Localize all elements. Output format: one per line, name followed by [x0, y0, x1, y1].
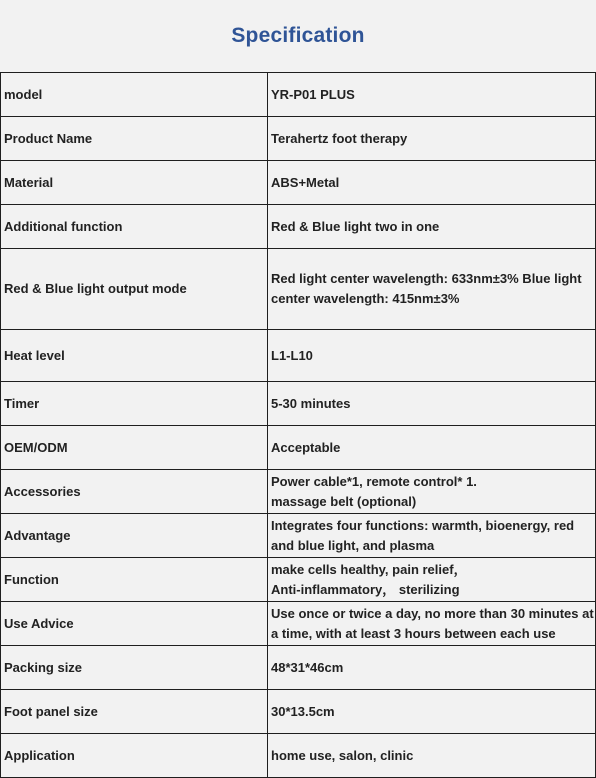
- spec-key: Application: [1, 734, 268, 778]
- spec-table: [0, 72, 596, 778]
- spec-value: L1-L10: [268, 330, 596, 382]
- table-row: [1, 558, 596, 602]
- spec-value: [268, 558, 596, 602]
- spec-key: Accessories: [1, 470, 268, 514]
- spec-value-line: Anti-inflammatory， sterilizing: [271, 581, 460, 597]
- spec-value-line: Power cable*1, remote control* 1.: [271, 473, 477, 489]
- table-row: [1, 161, 596, 205]
- spec-key: Red & Blue light output mode: [1, 249, 268, 330]
- spec-value: Red & Blue light two in one: [268, 205, 596, 249]
- spec-value: 30*13.5cm: [268, 690, 596, 734]
- table-row: [1, 382, 596, 426]
- spec-value: Integrates four functions: warmth, bioenergy, red and blue light, and plasma: [268, 514, 596, 558]
- spec-key: model: [1, 73, 268, 117]
- table-row: [1, 330, 596, 382]
- spec-key: Heat level: [1, 330, 268, 382]
- table-row: [1, 205, 596, 249]
- spec-value: home use, salon, clinic: [268, 734, 596, 778]
- table-row: [1, 470, 596, 514]
- spec-value: Red light center wavelength: 633nm±3% Blue light center wavelength: 415nm±3%: [268, 249, 596, 330]
- table-row: [1, 602, 596, 646]
- spec-key: Use Advice: [1, 602, 268, 646]
- title-bar: [0, 0, 596, 72]
- spec-value: YR-P01 PLUS: [268, 73, 596, 117]
- table-row: [1, 117, 596, 161]
- spec-key: Material: [1, 161, 268, 205]
- spec-key: Foot panel size: [1, 690, 268, 734]
- spec-key: Function: [1, 558, 268, 602]
- table-row: [1, 514, 596, 558]
- table-row: [1, 249, 596, 330]
- table-row: [1, 734, 596, 778]
- table-row: [1, 73, 596, 117]
- spec-key: Timer: [1, 382, 268, 426]
- spec-key: Product Name: [1, 117, 268, 161]
- spec-value: [268, 470, 596, 514]
- page-title: Specification: [231, 24, 365, 47]
- spec-value: 48*31*46cm: [268, 646, 596, 690]
- table-row: [1, 690, 596, 734]
- spec-value-line: make cells healthy, pain relief，: [271, 561, 467, 577]
- spec-key: Packing size: [1, 646, 268, 690]
- spec-value: ABS+Metal: [268, 161, 596, 205]
- spec-value: 5-30 minutes: [268, 382, 596, 426]
- spec-value: Use once or twice a day, no more than 30 minutes at a time, with at least 3 hours between each use: [268, 602, 596, 646]
- spec-value: Terahertz foot therapy: [268, 117, 596, 161]
- spec-key: OEM/ODM: [1, 426, 268, 470]
- table-row: [1, 646, 596, 690]
- spec-value: Acceptable: [268, 426, 596, 470]
- spec-key: Additional function: [1, 205, 268, 249]
- table-row: [1, 426, 596, 470]
- spec-value-line: massage belt (optional): [271, 493, 417, 509]
- spec-key: Advantage: [1, 514, 268, 558]
